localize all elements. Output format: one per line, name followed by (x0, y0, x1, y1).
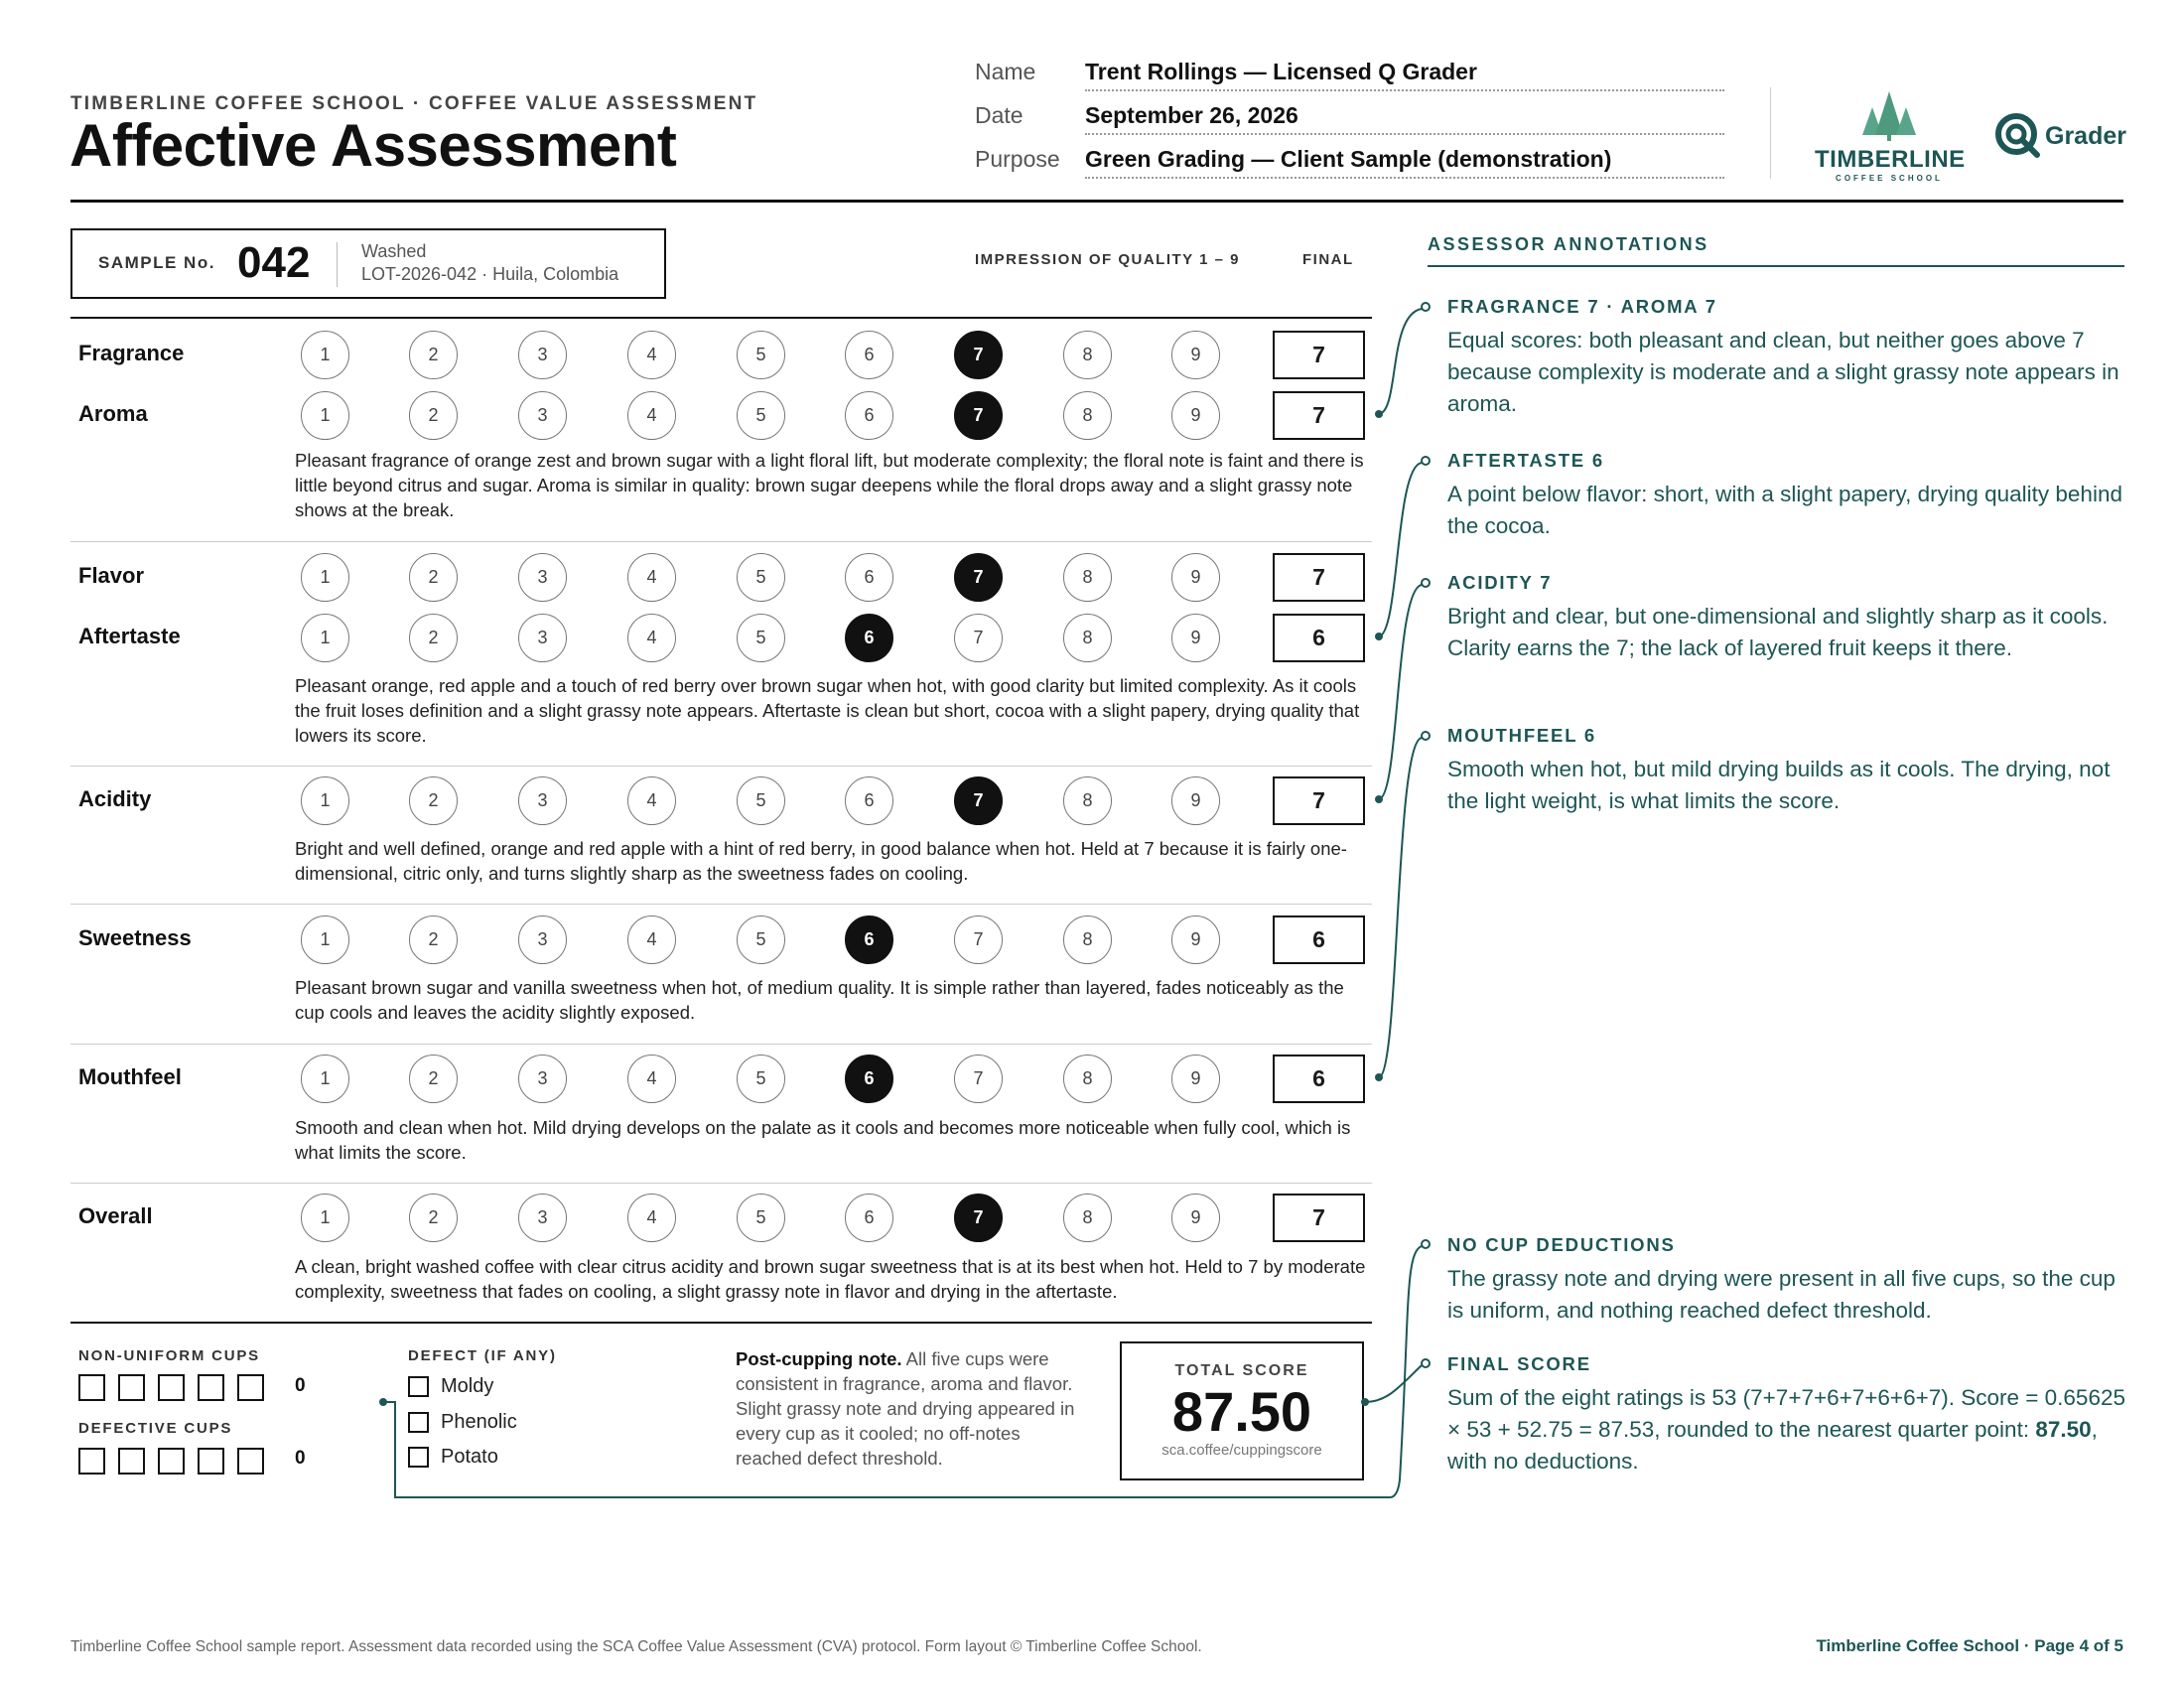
final-score-box: 6 (1273, 915, 1365, 964)
final-score-bold: 87.50 (2035, 1417, 2092, 1442)
score-bubble[interactable]: 6 (845, 1055, 893, 1103)
score-bubble[interactable]: 7 (954, 614, 1003, 662)
score-bubble[interactable]: 1 (301, 776, 349, 825)
school-heading: TIMBERLINE COFFEE SCHOOL · COFFEE VALUE ASSESSMENT (70, 93, 758, 114)
score-bubble[interactable]: 4 (627, 391, 676, 440)
score-bubble[interactable]: 8 (1063, 553, 1112, 602)
score-bubble[interactable]: 1 (301, 391, 349, 440)
score-bubble[interactable]: 2 (409, 553, 458, 602)
annotation-title: NO CUP DEDUCTIONS (1447, 1234, 1676, 1255)
nonuniform-cups-count: 0 (295, 1375, 306, 1396)
post-note-title: Post-cupping note. (736, 1348, 902, 1369)
attribute-label: Mouthfeel (78, 1064, 182, 1089)
score-bubble[interactable]: 9 (1171, 614, 1220, 662)
connector-dot (379, 1398, 387, 1406)
defective-cups-count: 0 (295, 1448, 306, 1469)
score-bubble[interactable]: 3 (518, 391, 567, 440)
assessment-purpose: Green Grading — Client Sample (demonstration) (1085, 146, 1724, 179)
score-bubble[interactable]: 8 (1063, 776, 1112, 825)
meta-label: Name (975, 59, 1036, 84)
total-score-label: TOTAL SCORE (1174, 1362, 1309, 1379)
score-bubble[interactable]: 4 (627, 614, 676, 662)
defect-name: Moldy (441, 1375, 494, 1397)
score-bubble[interactable]: 4 (627, 915, 676, 964)
score-bubble[interactable]: 1 (301, 915, 349, 964)
score-bubble[interactable]: 5 (737, 776, 785, 825)
score-bubble[interactable]: 9 (1171, 776, 1220, 825)
sample-number: 042 (237, 238, 311, 287)
logo-subtitle: COFFEE SCHOOL (1836, 174, 1943, 183)
acidity-note: Bright and well defined, orange and red apple with a hint of red berry, in good balance when hot. Held at 7 because it is fairly one-dimensional, citric only, and turns slightly sharp as the sweetness fades on cooling. (295, 838, 1347, 884)
score-bubble[interactable]: 6 (845, 391, 893, 440)
score-bubble[interactable]: 3 (518, 331, 567, 379)
score-bubble[interactable]: 1 (301, 1055, 349, 1103)
connector-dot (1361, 1398, 1369, 1406)
score-bubble[interactable]: 7 (954, 915, 1003, 964)
score-bubble[interactable]: 2 (409, 1055, 458, 1103)
meta-label: Purpose (975, 146, 1060, 172)
sample-lot: LOT-2026-042 · Huila, Colombia (361, 264, 619, 284)
score-bubble[interactable]: 7 (954, 1055, 1003, 1103)
score-bubble[interactable]: 4 (627, 331, 676, 379)
score-bubble[interactable]: 3 (518, 1194, 567, 1242)
annotation-title: AFTERTASTE 6 (1447, 450, 1604, 471)
score-bubble[interactable]: 5 (737, 1055, 785, 1103)
score-bubble[interactable]: 7 (954, 776, 1003, 825)
score-bubble[interactable]: 2 (409, 1194, 458, 1242)
score-bubble[interactable]: 7 (954, 1194, 1003, 1242)
score-bubble[interactable]: 1 (301, 1194, 349, 1242)
final-score-box: 6 (1273, 1055, 1365, 1103)
connector-line (1379, 309, 1422, 414)
score-bubble[interactable]: 4 (627, 776, 676, 825)
final-score-box: 7 (1273, 1194, 1365, 1242)
connector-end (1422, 303, 1430, 311)
final-score-suffix: , with no deductions. (1447, 1417, 2098, 1474)
fragrance-aroma-note: Pleasant fragrance of orange zest and brown sugar with a light floral lift, but moderate complexity; the floral note is faint and there is little beyond citrus and sugar. Aroma is similar in quality: brown sugar deepens while the floral drops away and a slight grassy note shows at the break. (295, 450, 1364, 520)
defect-name: Phenolic (441, 1411, 517, 1433)
annotation-title: FINAL SCORE (1447, 1353, 1591, 1374)
score-bubble[interactable]: 9 (1171, 553, 1220, 602)
final-column-header: FINAL (1302, 251, 1354, 268)
footer-disclaimer: Timberline Coffee School sample report. Assessment data recorded using the SCA Coffee Value Assessment (CVA) protocol. Form layout © Timberline Coffee School. (70, 1638, 1202, 1655)
score-bubble[interactable]: 8 (1063, 614, 1112, 662)
grader-name: Trent Rollings — Licensed Q Grader (1085, 59, 1724, 91)
score-bubble[interactable]: 8 (1063, 1194, 1112, 1242)
score-bubble[interactable]: 5 (737, 614, 785, 662)
score-bubble[interactable]: 7 (954, 391, 1003, 440)
defect-name: Potato (441, 1446, 498, 1468)
sample-label: SAMPLE No. (98, 253, 215, 272)
score-bubble[interactable]: 5 (737, 331, 785, 379)
sweetness-note: Pleasant brown sugar and vanilla sweetness when hot, of medium quality. It is simple rather than layered, fades noticeably as the cup cools and leaves the acidity slightly exposed. (295, 977, 1344, 1023)
score-bubble[interactable]: 6 (845, 776, 893, 825)
score-bubble[interactable]: 3 (518, 614, 567, 662)
defective-cups-label: DEFECTIVE CUPS (78, 1420, 233, 1437)
mouthfeel-note: Smooth and clean when hot. Mild drying develops on the palate as it cools and becomes more noticeable when fully cool, which is what limits the score. (295, 1117, 1351, 1163)
annotation-title: FRAGRANCE 7 · AROMA 7 (1447, 296, 1717, 317)
total-score-url: sca.coffee/cuppingscore (1161, 1442, 1322, 1459)
score-bubble[interactable]: 5 (737, 391, 785, 440)
connector-dot (1375, 1073, 1383, 1081)
defect-label: DEFECT (IF ANY) (408, 1347, 557, 1364)
annotation-body: Equal scores: both pleasant and clean, but neither goes above 7 because complexity is moderate and a slight grassy note appears in aroma. (1447, 328, 2119, 416)
score-bubble[interactable]: 7 (954, 331, 1003, 379)
score-bubble[interactable]: 1 (301, 331, 349, 379)
connector-end (1422, 1359, 1430, 1367)
attribute-label: Overall (78, 1203, 153, 1228)
connector-end (1422, 457, 1430, 465)
annotation-body: The grassy note and drying were present in all five cups, so the cup is uniform, and nothing reached defect threshold. (1447, 1266, 2116, 1323)
attribute-label: Sweetness (78, 925, 192, 950)
score-bubble[interactable]: 9 (1171, 331, 1220, 379)
total-score-value: 87.50 (1171, 1380, 1312, 1443)
final-score-box: 6 (1273, 614, 1365, 662)
assessment-date: September 26, 2026 (1085, 102, 1724, 135)
connector-dot (1375, 410, 1383, 418)
score-bubble[interactable]: 2 (409, 776, 458, 825)
score-bubble[interactable]: 9 (1171, 915, 1220, 964)
logo-wordmark: TIMBERLINE (1815, 146, 1966, 173)
score-bubble[interactable]: 3 (518, 915, 567, 964)
final-score-box: 7 (1273, 331, 1365, 379)
score-bubble[interactable]: 6 (845, 553, 893, 602)
score-bubble[interactable]: 8 (1063, 1055, 1112, 1103)
annotation-body: Bright and clear, but one-dimensional and slightly sharp as it cools. Clarity earns the 7; the lack of layered fruit keeps it there. (1447, 604, 2109, 660)
score-bubble[interactable]: 2 (409, 391, 458, 440)
nonuniform-cups-label: NON-UNIFORM CUPS (78, 1347, 260, 1364)
score-bubble[interactable]: 7 (954, 553, 1003, 602)
score-bubble[interactable]: 4 (627, 1055, 676, 1103)
score-bubble[interactable]: 8 (1063, 391, 1112, 440)
connector-end (1422, 732, 1430, 740)
connector-line (383, 1246, 1422, 1497)
connector-dot (1375, 795, 1383, 803)
score-bubble[interactable]: 5 (737, 553, 785, 602)
score-bubble[interactable]: 1 (301, 614, 349, 662)
annotation-body: Smooth when hot, but mild drying builds as it cools. The drying, not the light weight, is what limits the score. (1447, 757, 2111, 813)
score-bubble[interactable]: 4 (627, 553, 676, 602)
annotation-title: MOUTHFEEL 6 (1447, 725, 1596, 746)
final-score-box: 7 (1273, 776, 1365, 825)
post-note-text: All five cups were consistent in fragrance, aroma and flavor. Slight grassy note and drying appeared in every cup as it cooled; no off-notes reached defect threshold. (736, 1348, 1075, 1469)
page-title: Affective Assessment (69, 112, 677, 179)
final-score-box: 7 (1273, 553, 1365, 602)
score-bubble[interactable]: 2 (409, 331, 458, 379)
annotation-title: ACIDITY 7 (1447, 572, 1553, 593)
attribute-label: Aftertaste (78, 624, 181, 648)
score-bubble[interactable]: 6 (845, 614, 893, 662)
annotations-heading: ASSESSOR ANNOTATIONS (1428, 234, 1709, 254)
overall-note: A clean, bright washed coffee with clear citrus acidity and brown sugar sweetness that is at its best when hot. Held to 7 by moderate complexity, sweetness that fades on cooling, a slight grassy note in flavor and drying in the aftertaste. (295, 1256, 1366, 1302)
annotation-body: A point below flavor: short, with a slight papery, drying quality behind the cocoa. (1447, 482, 2122, 538)
score-bubble[interactable]: 1 (301, 553, 349, 602)
score-bubble[interactable]: 6 (845, 331, 893, 379)
footer-page-info: Timberline Coffee School · Page 4 of 5 (1816, 1636, 2123, 1655)
score-bubble[interactable]: 3 (518, 1055, 567, 1103)
score-bubble[interactable]: 9 (1171, 1055, 1220, 1103)
attribute-label: Acidity (78, 786, 152, 811)
annotations-rule (1428, 265, 2124, 267)
attribute-label: Flavor (78, 563, 145, 588)
meta-label: Date (975, 102, 1024, 128)
score-bubble[interactable]: 3 (518, 553, 567, 602)
score-bubble[interactable]: 8 (1063, 915, 1112, 964)
connector-line (1379, 463, 1422, 636)
connector-end (1422, 579, 1430, 587)
score-bubble[interactable]: 9 (1171, 391, 1220, 440)
score-bubble[interactable]: 8 (1063, 331, 1112, 379)
sample-process: Washed (361, 241, 427, 261)
score-bubble[interactable]: 2 (409, 915, 458, 964)
score-bubble[interactable]: 2 (409, 614, 458, 662)
grader-wordmark: Grader (2045, 121, 2126, 150)
score-bubble[interactable]: 4 (627, 1194, 676, 1242)
score-bubble[interactable]: 6 (845, 915, 893, 964)
score-bubble[interactable]: 6 (845, 1194, 893, 1242)
score-bubble[interactable]: 9 (1171, 1194, 1220, 1242)
flavor-aftertaste-note: Pleasant orange, red apple and a touch of red berry over brown sugar when hot, with good clarity but limited complexity. As it cools the fruit loses definition and a slight grassy note appears. Aftertaste is clean but short, cocoa with a slight papery, drying quality that lowers its score. (295, 675, 1360, 746)
connector-line (1365, 1365, 1422, 1402)
score-bubble[interactable]: 5 (737, 1194, 785, 1242)
attribute-label: Aroma (78, 401, 148, 426)
annotation-body (1447, 1382, 2132, 1477)
score-bubble[interactable]: 5 (737, 915, 785, 964)
final-score-box: 7 (1273, 391, 1365, 440)
attribute-label: Fragrance (78, 341, 185, 365)
score-bubble[interactable]: 3 (518, 776, 567, 825)
connector-dot (1375, 633, 1383, 640)
connector-line (1379, 585, 1422, 799)
impression-column-header: IMPRESSION OF QUALITY 1 – 9 (975, 251, 1240, 268)
connector-end (1422, 1240, 1430, 1248)
final-score-explanation: Sum of the eight ratings is 53 (7+7+7+6+7+6+6+7). Score = 0.65625 × 53 + 52.75 = 87.53, rounded to the nearest quarter point: (1447, 1385, 2125, 1442)
